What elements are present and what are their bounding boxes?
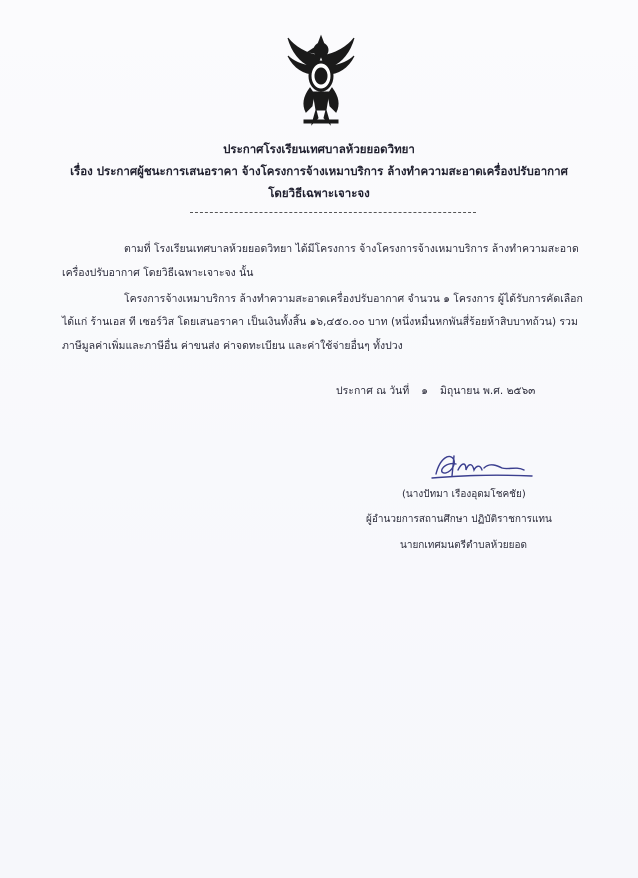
date-prefix: ประกาศ ณ วันที่	[336, 385, 410, 397]
announcement-date	[336, 382, 535, 399]
handwritten-signature-icon	[428, 448, 538, 484]
signatory-position-2: นายกเทศมนตรีตำบลห้วยยอด	[400, 540, 528, 551]
subject-line: เรื่อง ประกาศผู้ชนะการเสนอราคา จ้างโครงการจ้างเหมาบริการ ล้างทำความสะอาดเครื่องปรับอากาศ	[70, 164, 568, 178]
method-line: โดยวิธีเฉพาะเจาะจง	[268, 186, 370, 200]
signatory-position-1: ผู้อำนวยการสถานศึกษา ปฏิบัติราชการแทน	[366, 514, 552, 525]
signatory-name: (นางปัทมา เรืองอุดมโชคชัย)	[402, 489, 526, 500]
paragraph-1-line-2: เครื่องปรับอากาศ โดยวิธีเฉพาะเจาะจง นั้น	[62, 267, 254, 279]
paragraph-2-line-2: ได้แก่ ร้านเอส ที เซอร์วิส โดยเสนอราคา เป็นเงินทั้งสิ้น ๑๖,๔๕๐.๐๐ บาท (หนึ่งหมื่นหกพันสี่ร้อยห้าสิบบาทถ้วน) รวม	[62, 316, 578, 328]
paragraph-2-line-1: โครงการจ้างเหมาบริการ ล้างทำความสะอาดเครื่องปรับอากาศ จำนวน ๑ โครงการ ผู้ได้รับการคัดเลือก	[124, 293, 583, 305]
paragraph-1-line-1: ตามที่ โรงเรียนเทศบาลห้วยยอดวิทยา ได้มีโครงการ จ้างโครงการจ้างเหมาบริการ ล้างทำความสะอาด	[124, 243, 579, 255]
divider	[190, 212, 476, 213]
date-month-year: มิถุนายน พ.ศ. ๒๕๖๓	[439, 385, 536, 397]
page-title: ประกาศโรงเรียนเทศบาลห้วยยอดวิทยา	[223, 142, 415, 156]
date-day: ๑	[421, 385, 428, 397]
garuda-emblem-icon	[286, 34, 356, 128]
paragraph-2-line-3: ภาษีมูลค่าเพิ่มและภาษีอื่น ค่าขนส่ง ค่าจดทะเบียน และค่าใช้จ่ายอื่นๆ ทั้งปวง	[62, 340, 403, 352]
